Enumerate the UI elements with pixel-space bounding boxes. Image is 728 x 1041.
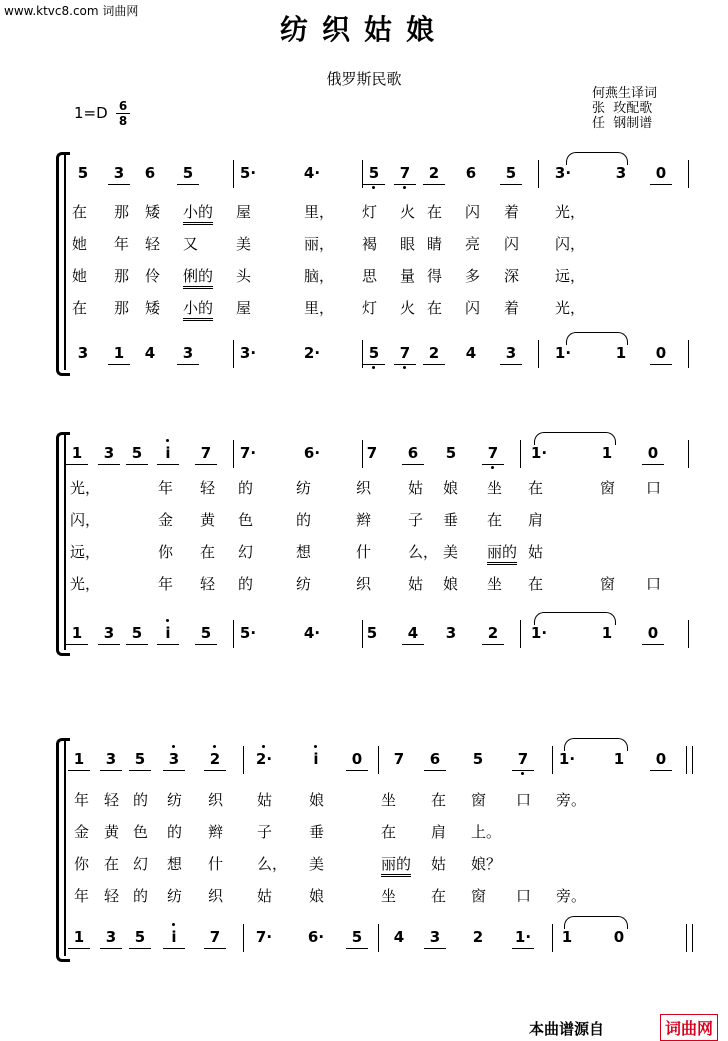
- bass-note: i: [157, 622, 179, 645]
- site-logo: 词曲网: [660, 1014, 718, 1041]
- lyric-word: 小的: [183, 202, 213, 225]
- lyric-word: 旁。: [556, 791, 587, 809]
- melody-note: 7: [512, 748, 534, 771]
- lyric-word: 想: [167, 855, 183, 873]
- lyric-word: 轻: [104, 791, 120, 809]
- lyric-word: 么，: [408, 543, 439, 561]
- lyric-word: 娘: [443, 479, 459, 497]
- lyric-word: 什: [356, 543, 372, 561]
- lyric-word: 辫: [356, 511, 372, 529]
- lyric-word: 闪，: [70, 511, 101, 529]
- melody-note: 0: [650, 162, 672, 185]
- barline: [378, 924, 379, 952]
- lyric-word: 黄: [104, 823, 120, 841]
- lyric-word: 幻: [133, 855, 149, 873]
- lyric-word: 矮: [145, 203, 161, 221]
- melody-note: 2: [423, 162, 445, 185]
- lyric-word: 窗: [471, 791, 487, 809]
- lyric-word: 又: [183, 235, 199, 253]
- lyric-word: 坐: [487, 575, 503, 593]
- lyric-word: 年: [74, 791, 90, 809]
- lyric-word: 闪，: [555, 235, 586, 253]
- system-line: [64, 738, 66, 956]
- lyric-word: 在: [72, 203, 88, 221]
- lyric-word: 她: [72, 235, 88, 253]
- lyric-word: 坐: [487, 479, 503, 497]
- lyric-word: 闪: [465, 299, 481, 317]
- melody-note: 5: [472, 750, 484, 768]
- lyric-word: 在: [431, 887, 447, 905]
- barline: [378, 746, 379, 774]
- lyric-word: 年: [158, 479, 174, 497]
- lyric-word: 织: [356, 479, 372, 497]
- lyric-word: 思: [362, 267, 378, 285]
- lyric-word: 轻: [104, 887, 120, 905]
- barline: [538, 160, 539, 188]
- lyric-word: 光，: [555, 299, 586, 317]
- lyric-word: 纺: [167, 887, 183, 905]
- bass-note: 5: [366, 624, 378, 642]
- lyric-word: 亮: [465, 235, 481, 253]
- lyric-word: 在: [200, 543, 216, 561]
- lyric-word: 的: [296, 511, 312, 529]
- melody-note: 1·: [558, 750, 576, 768]
- bass-note: 5: [363, 342, 385, 365]
- melody-note: 3·: [554, 164, 572, 182]
- lyric-word: 在: [528, 575, 544, 593]
- bass-note: 7: [204, 926, 226, 949]
- tie-slur: [566, 152, 628, 165]
- bass-note: 2: [482, 622, 504, 645]
- lyric-word: 光，: [70, 575, 101, 593]
- lyric-word: 肩: [528, 511, 544, 529]
- lyric-word: 辫: [208, 823, 224, 841]
- lyric-word: 织: [208, 791, 224, 809]
- barline: [692, 924, 693, 952]
- lyric-word: 姑: [257, 791, 273, 809]
- barline: [233, 340, 234, 368]
- lyric-word: 年: [74, 887, 90, 905]
- lyric-word: 丽的: [487, 542, 517, 565]
- melody-note: 5: [126, 442, 148, 465]
- bass-note: 0: [613, 928, 625, 946]
- lyric-word: 在: [381, 823, 397, 841]
- bass-note: 5: [195, 622, 217, 645]
- tie-slur: [566, 332, 628, 345]
- lyric-word: 在: [427, 203, 443, 221]
- bass-note: 4·: [303, 624, 321, 642]
- melody-note: 2·: [253, 748, 275, 770]
- meter-numerator: 6: [116, 99, 130, 114]
- melody-note: 6: [465, 164, 477, 182]
- lyric-word: 窗: [471, 887, 487, 905]
- barline: [520, 620, 521, 648]
- lyric-word: 闪: [465, 203, 481, 221]
- lyric-word: 色: [238, 511, 254, 529]
- lyric-word: 轻: [145, 235, 161, 253]
- bass-note: 1: [561, 928, 573, 946]
- bass-note: 3: [100, 926, 122, 949]
- melody-note: 0: [346, 748, 368, 771]
- lyric-word: 里，: [304, 203, 335, 221]
- bass-note: 1·: [530, 624, 548, 642]
- lyric-word: 姑: [528, 543, 544, 561]
- barline: [552, 746, 553, 774]
- bass-note: 2·: [303, 344, 321, 362]
- barline: [552, 924, 553, 952]
- tie-slur: [534, 612, 616, 625]
- lyric-word: 的: [133, 791, 149, 809]
- lyric-word: 娘？: [471, 855, 502, 873]
- bass-note: 1: [66, 622, 88, 645]
- lyric-word: 姑: [257, 887, 273, 905]
- barline: [692, 746, 693, 774]
- lyric-word: 黄: [200, 511, 216, 529]
- lyric-word: 口: [646, 575, 662, 593]
- melody-note: 5: [177, 162, 199, 185]
- melody-note: 6: [402, 442, 424, 465]
- lyric-word: 俐的: [183, 266, 213, 289]
- bass-note: 7: [394, 342, 416, 365]
- lyric-word: 远，: [70, 543, 101, 561]
- lyric-word: 在: [431, 791, 447, 809]
- song-title: 纺织姑娘: [279, 13, 448, 46]
- lyric-word: 着: [504, 299, 520, 317]
- melody-note: 5: [77, 164, 89, 182]
- lyric-word: 娘: [309, 791, 325, 809]
- melody-note: 7: [393, 750, 405, 768]
- lyric-word: 在: [487, 511, 503, 529]
- lyric-word: 在: [104, 855, 120, 873]
- lyric-word: 的: [133, 887, 149, 905]
- lyric-word: 么，: [257, 855, 288, 873]
- melody-note: 1: [613, 750, 625, 768]
- lyric-word: 灯: [362, 299, 378, 317]
- lyric-word: 美: [309, 855, 325, 873]
- melody-note: 5: [129, 748, 151, 771]
- lyric-word: 轻: [200, 575, 216, 593]
- barline: [233, 440, 234, 468]
- bass-note: 4: [402, 622, 424, 645]
- lyric-word: 旁。: [556, 887, 587, 905]
- footer-source: 本曲谱源自: [528, 1020, 604, 1038]
- melody-note: 7: [394, 162, 416, 185]
- lyric-word: 姑: [408, 479, 424, 497]
- melody-note: 7: [195, 442, 217, 465]
- melody-note: 7: [482, 442, 504, 465]
- lyric-word: 矮: [145, 299, 161, 317]
- system-line: [64, 152, 66, 370]
- melody-note: 1: [601, 444, 613, 462]
- lyric-word: 的: [167, 823, 183, 841]
- lyric-word: 闪: [504, 235, 520, 253]
- lyric-word: 上。: [471, 823, 502, 841]
- lyric-word: 垂: [443, 511, 459, 529]
- bass-note: 3: [98, 622, 120, 645]
- lyric-word: 多: [465, 267, 481, 285]
- barline: [243, 746, 244, 774]
- lyric-word: 里，: [304, 299, 335, 317]
- lyric-word: 纺: [296, 479, 312, 497]
- lyric-word: 你: [158, 543, 174, 561]
- time-signature: [116, 99, 130, 128]
- barline: [686, 746, 687, 774]
- credit-transcription: 任 钢制谱: [592, 116, 653, 131]
- bass-note: 4: [465, 344, 477, 362]
- lyric-word: 眼: [400, 235, 416, 253]
- bass-note: 1·: [512, 926, 534, 949]
- lyric-word: 轻: [200, 479, 216, 497]
- meter-denominator: 8: [118, 114, 128, 128]
- bass-note: 2: [423, 342, 445, 365]
- lyric-word: 金: [74, 823, 90, 841]
- bass-note: 5·: [239, 624, 257, 642]
- lyric-word: 织: [208, 887, 224, 905]
- melody-note: 5: [445, 444, 457, 462]
- tie-slur: [564, 738, 628, 751]
- lyric-word: 你: [74, 855, 90, 873]
- lyric-word: 丽，: [304, 235, 335, 253]
- bass-note: 4: [144, 344, 156, 362]
- lyric-word: 褐: [362, 235, 378, 253]
- lyric-word: 纺: [296, 575, 312, 593]
- melody-note: 3: [615, 164, 627, 182]
- melody-note: 3: [100, 748, 122, 771]
- lyric-word: 什: [208, 855, 224, 873]
- tie-slur: [564, 916, 628, 929]
- lyric-word: 坐: [381, 887, 397, 905]
- melody-note: 5: [500, 162, 522, 185]
- lyric-word: 她: [72, 267, 88, 285]
- melody-note: 7·: [239, 444, 257, 462]
- lyric-word: 年: [114, 235, 130, 253]
- lyric-word: 织: [356, 575, 372, 593]
- barline: [538, 340, 539, 368]
- bass-note: 3: [500, 342, 522, 365]
- melody-note: 0: [650, 748, 672, 771]
- barline: [688, 440, 689, 468]
- lyric-word: 的: [238, 479, 254, 497]
- melody-note: 6: [424, 748, 446, 771]
- melody-note: i: [157, 442, 179, 465]
- bass-note: 3: [77, 344, 89, 362]
- barline: [520, 440, 521, 468]
- bass-note: 1·: [554, 344, 572, 362]
- lyric-word: 年: [158, 575, 174, 593]
- lyric-word: 垂: [309, 823, 325, 841]
- lyric-word: 那: [114, 267, 130, 285]
- melody-note: 1: [66, 442, 88, 465]
- barline: [688, 340, 689, 368]
- tie-slur: [534, 432, 616, 445]
- site-watermark: www.ktvc8.com 词曲网: [4, 4, 139, 18]
- lyric-word: 窗: [600, 575, 616, 593]
- bass-note: 5: [129, 926, 151, 949]
- lyric-word: 坐: [381, 791, 397, 809]
- lyric-word: 伶: [145, 267, 161, 285]
- lyric-word: 美: [443, 543, 459, 561]
- bass-note: 5: [126, 622, 148, 645]
- melody-note: 3: [108, 162, 130, 185]
- bass-note: 2: [472, 928, 484, 946]
- lyric-word: 子: [257, 823, 273, 841]
- lyric-word: 在: [72, 299, 88, 317]
- lyric-word: 脑，: [304, 267, 335, 285]
- melody-note: 6·: [303, 444, 321, 462]
- lyric-word: 那: [114, 299, 130, 317]
- bass-note: 0: [650, 342, 672, 365]
- lyric-word: 量: [400, 267, 416, 285]
- bass-note: 1: [108, 342, 130, 365]
- barline: [688, 620, 689, 648]
- lyric-word: 火: [400, 299, 416, 317]
- lyric-word: 睛: [427, 235, 443, 253]
- melody-note: 2: [204, 748, 226, 771]
- lyric-word: 色: [133, 823, 149, 841]
- bass-note: i: [163, 926, 185, 949]
- song-origin: 俄罗斯民歌: [326, 70, 402, 88]
- lyric-word: 火: [400, 203, 416, 221]
- lyric-word: 光，: [555, 203, 586, 221]
- lyric-word: 屋: [236, 203, 252, 221]
- system-brace: [56, 152, 70, 376]
- lyric-word: 姑: [431, 855, 447, 873]
- lyric-word: 丽的: [381, 854, 411, 877]
- lyric-word: 屋: [236, 299, 252, 317]
- bass-note: 1: [68, 926, 90, 949]
- barline: [233, 160, 234, 188]
- melody-note: i: [305, 748, 327, 770]
- bass-note: 4: [393, 928, 405, 946]
- lyric-word: 口: [516, 791, 532, 809]
- melody-note: 6: [144, 164, 156, 182]
- bass-note: 3·: [239, 344, 257, 362]
- lyric-word: 在: [427, 299, 443, 317]
- lyric-word: 灯: [362, 203, 378, 221]
- lyric-word: 子: [408, 511, 424, 529]
- melody-note: 4·: [303, 164, 321, 182]
- credits: [592, 86, 657, 131]
- bass-note: 3: [177, 342, 199, 365]
- bass-note: 1: [601, 624, 613, 642]
- credit-arrangement: 张 玫配歌: [592, 101, 653, 116]
- lyric-word: 口: [646, 479, 662, 497]
- lyric-word: 小的: [183, 298, 213, 321]
- melody-note: 7: [366, 444, 378, 462]
- lyric-word: 肩: [431, 823, 447, 841]
- credit-lyrics: 何燕生译词: [592, 86, 658, 101]
- lyric-word: 远，: [555, 267, 586, 285]
- lyric-word: 娘: [443, 575, 459, 593]
- bass-note: 6·: [307, 928, 325, 946]
- bass-note: 1: [615, 344, 627, 362]
- barline: [233, 620, 234, 648]
- lyric-word: 想: [296, 543, 312, 561]
- lyric-word: 光，: [70, 479, 101, 497]
- lyric-word: 娘: [309, 887, 325, 905]
- melody-note: 3: [98, 442, 120, 465]
- lyric-word: 幻: [238, 543, 254, 561]
- lyric-word: 头: [236, 267, 252, 285]
- melody-note: 3: [163, 748, 185, 771]
- melody-note: 5: [363, 162, 385, 185]
- lyric-word: 得: [427, 267, 443, 285]
- lyric-word: 着: [504, 203, 520, 221]
- key-signature: 1=D: [74, 104, 108, 122]
- melody-note: 0: [642, 442, 664, 465]
- lyric-word: 美: [236, 235, 252, 253]
- bass-note: 0: [642, 622, 664, 645]
- lyric-word: 纺: [167, 791, 183, 809]
- lyric-word: 姑: [408, 575, 424, 593]
- bass-note: 7·: [255, 928, 273, 946]
- bass-note: 3: [424, 926, 446, 949]
- lyric-word: 深: [504, 267, 520, 285]
- barline: [243, 924, 244, 952]
- barline: [688, 160, 689, 188]
- melody-note: 5·: [239, 164, 257, 182]
- lyric-word: 那: [114, 203, 130, 221]
- bass-note: 5: [346, 926, 368, 949]
- bass-note: 3: [445, 624, 457, 642]
- lyric-word: 窗: [600, 479, 616, 497]
- melody-note: 1·: [530, 444, 548, 462]
- lyric-word: 的: [238, 575, 254, 593]
- barline: [686, 924, 687, 952]
- lyric-word: 金: [158, 511, 174, 529]
- lyric-word: 口: [516, 887, 532, 905]
- melody-note: 1: [68, 748, 90, 771]
- lyric-word: 在: [528, 479, 544, 497]
